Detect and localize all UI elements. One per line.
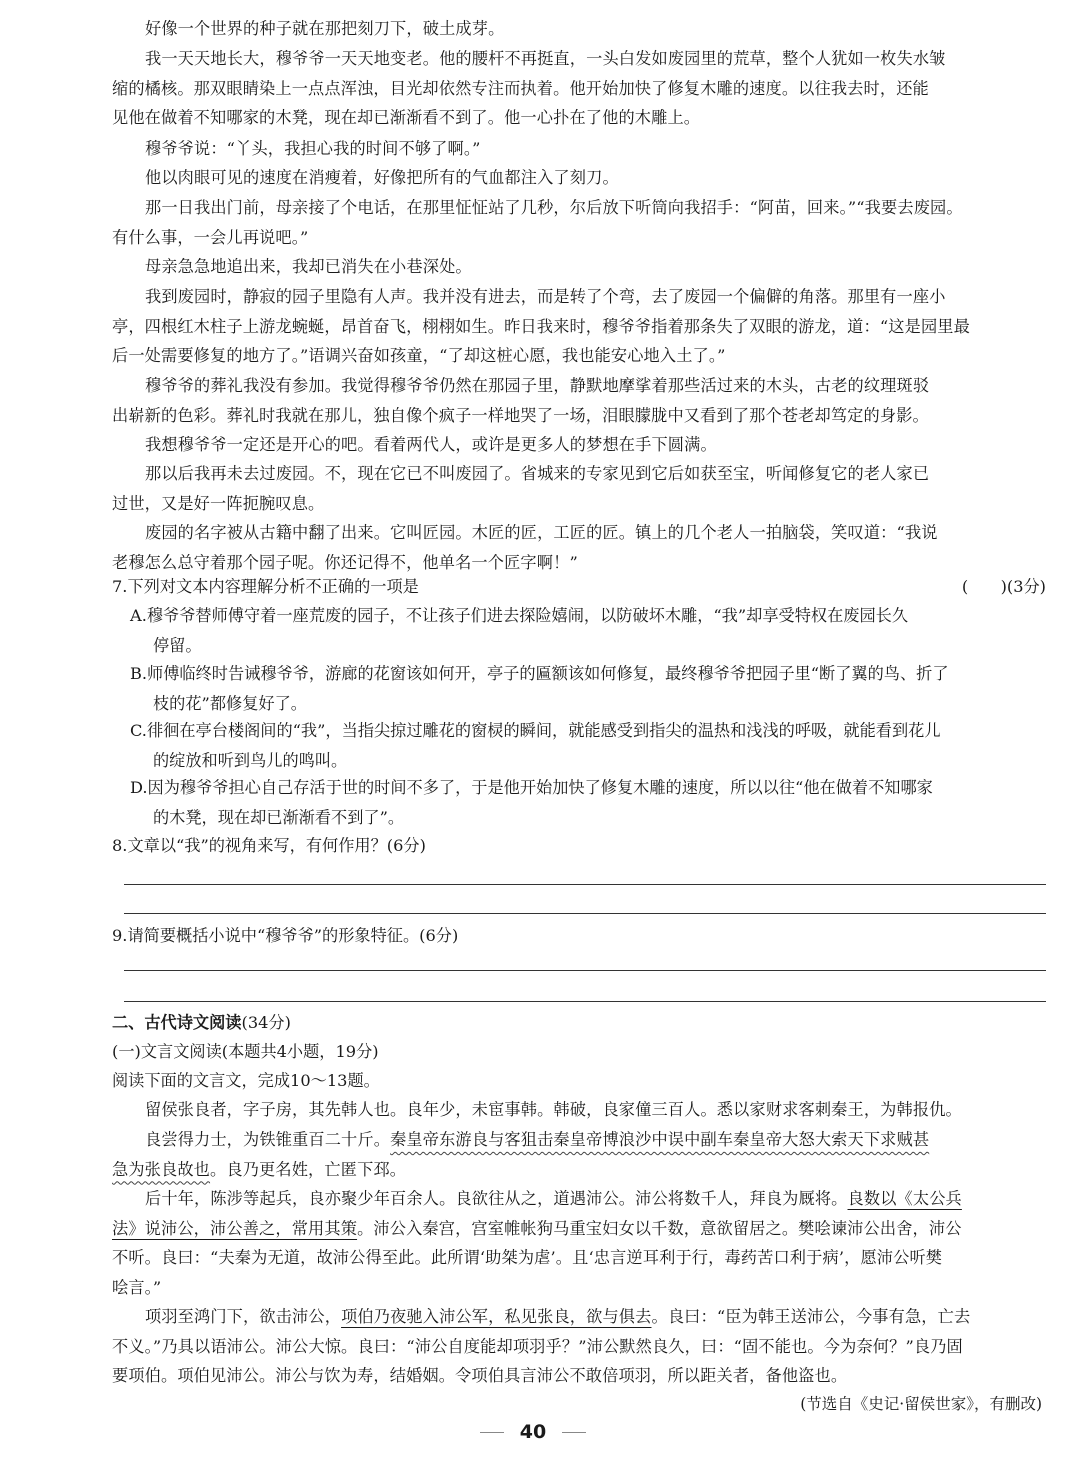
classical-paragraph-2 (112, 1125, 1046, 1184)
option-b-line: 枝的花”都修复好了。 (153, 693, 307, 713)
option-b (130, 659, 1046, 718)
section-title: 二、古代诗文阅读 (112, 1013, 242, 1032)
underlined-sentence: 良数以《太公兵 (847, 1189, 962, 1208)
section-heading (112, 1008, 1046, 1038)
option-b-line: B.师傅临终时告诫穆爷爷，游廊的花窗该如何开，亭子的匾额该如何修复，最终穆爷爷把园子里“断了翼的鸟、折了 (130, 664, 949, 683)
underlined-sentence: 项伯乃夜驰入沛公军，私见张良，欲与俱去 (341, 1307, 652, 1326)
text-line: 那一日我出门前，母亲接了个电话，在那里怔怔站了几秒，尔后放下听筒向我招手：“阿苗，回来。”“我要去废园。 (145, 198, 963, 217)
question-7 (112, 572, 1046, 602)
text-line (112, 1184, 1046, 1214)
option-a-line: 停留。 (153, 635, 202, 655)
text-line: 好像一个世界的种子就在那把刻刀下，破土成芽。 (145, 19, 505, 38)
page-number-text: 40 (519, 1421, 547, 1443)
story-paragraph-10 (112, 459, 1046, 518)
instruction-text: 阅读下面的文言文，完成10～13题。 (112, 1071, 380, 1090)
text-segment: 。良乃更名姓，亡匿下邳。 (210, 1159, 407, 1179)
answer-line[interactable] (124, 1001, 1046, 1002)
text-line: 出崭新的色彩。葬礼时我就在那儿，独自像个疯子一样地哭了一场，泪眼朦胧中又看到了那个苍老却笃定的身影。 (112, 405, 929, 425)
text-line: 要项伯。项伯见沛公。沛公与饮为寿，结婚姻。令项伯具言沛公不敢倍项羽，所以距关者，备他盗也。 (112, 1366, 848, 1386)
text-segment: 良尝得力士，为铁锥重百二十斤。 (145, 1130, 391, 1149)
option-c-line: 的绽放和听到鸟儿的鸣叫。 (153, 750, 348, 770)
text-line (112, 1214, 1046, 1244)
story-paragraph-11 (112, 518, 1046, 577)
source-citation: (节选自《史记·留侯世家》，有删改) (800, 1395, 1042, 1413)
text-line: 我想穆爷爷一定还是开心的吧。看着两代人，或许是更多人的梦想在手下圆满。 (145, 435, 717, 454)
option-d-line: D.因为穆爷爷担心自己存活于世的时间不多了，于是他开始加快了修复木雕的速度，所以以往“他在做着不知哪家 (130, 778, 933, 797)
text-line: 废园的名字被从古籍中翻了出来。它叫匠园。木匠的匠，工匠的匠。镇上的几个老人一拍脑袋，笑叹道：“我说 (145, 523, 938, 542)
text-segment: 项羽至鸿门下，欲击沛公， (145, 1307, 342, 1326)
text-line: 母亲急急地追出来，我却已消失在小巷深处。 (145, 257, 472, 276)
story-paragraph-3 (112, 134, 1066, 164)
story-paragraph-2 (112, 44, 1046, 133)
text-line: 后一处需要修复的地方了。”语调兴奋如孩童，“了却这桩心愿，我也能安心地入土了。” (112, 346, 726, 366)
option-c (130, 716, 1046, 775)
story-paragraph-9 (112, 430, 1066, 460)
page-number-dash (480, 1432, 504, 1433)
question-7-score: ( )(3分) (961, 577, 1046, 596)
text-line: 他以肉眼可见的速度在消瘦着，好像把所有的气血都注入了刻刀。 (145, 168, 619, 187)
story-paragraph-4 (112, 163, 1066, 193)
underlined-sentence: 法》说沛公，沛公善之，常用其策 (112, 1218, 358, 1238)
subsection-heading (112, 1037, 1046, 1067)
answer-line[interactable] (124, 884, 1046, 885)
text-segment: 。沛公入秦宫，宫室帷帐狗马重宝妇女以千数，意欲留居之。樊哙谏沛公出舍，沛公 (357, 1218, 962, 1238)
story-paragraph-1 (112, 14, 1066, 44)
text-line: 穆爷爷说：“丫头，我担心我的时间不够了啊。” (145, 139, 481, 158)
question-7-stem: 7.下列对文本内容理解分析不正确的一项是 (112, 577, 419, 596)
reading-instruction (112, 1066, 1046, 1096)
wavy-underlined-sentence: 急为张良故也 (112, 1159, 211, 1179)
text-segment: 。良曰：“臣为韩王送沛公，今事有急，亡去 (651, 1307, 971, 1326)
question-9 (112, 921, 1046, 951)
text-line (112, 1125, 1046, 1155)
subsection-title: (一)文言文阅读(本题共4小题，19分) (112, 1042, 379, 1061)
text-line: 穆爷爷的葬礼我没有参加。我觉得穆爷爷仍然在那园子里，静默地摩挲着那些活过来的木头，古老的纹理斑驳 (145, 376, 930, 395)
text-line (112, 1302, 1046, 1332)
text-line: 缩的橘核。那双眼睛染上一点点浑浊，目光却依然专注而执着。他开始加快了修复木雕的速度。以往我去时，还能 (112, 78, 929, 98)
classical-paragraph-3 (112, 1184, 1046, 1303)
text-line (112, 1155, 1046, 1185)
text-line: 不听。良曰：“夫秦为无道，故沛公得至此。此所谓‘助桀为虐’。且‘忠言逆耳利于行，毒药苦口利于病’，愿沛公听樊 (112, 1248, 943, 1268)
option-a-line: A.穆爷爷替师傅守着一座荒废的园子，不让孩子们进去探险嬉闹，以防破坏木雕，“我”却享受特权在废园长久 (130, 606, 909, 625)
text-line: 那以后我再未去过废园。不，现在它已不叫废园了。省城来的专家见到它后如获至宝，听闻修复它的老人家已 (145, 464, 930, 483)
wavy-underlined-sentence: 秦皇帝东游良与客狙击秦皇帝博浪沙中误中副车秦皇帝大怒大索天下求贼甚 (390, 1130, 930, 1149)
text-line: 我到废园时，静寂的园子里隐有人声。我并没有进去，而是转了个弯，去了废园一个偏僻的角落。那里有一座小 (145, 287, 946, 306)
classical-paragraph-1 (112, 1095, 1066, 1125)
text-line: 哙言。” (112, 1278, 162, 1298)
story-paragraph-8 (112, 371, 1046, 430)
question-8-stem: 8.文章以“我”的视角来写，有何作用？(6分) (112, 836, 426, 855)
answer-line[interactable] (124, 913, 1046, 914)
text-segment: 后十年，陈涉等起兵，良亦聚少年百余人。良欲往从之，道遇沛公。沛公将数千人，拜良为厩将。 (145, 1189, 848, 1208)
option-a (130, 601, 1046, 660)
option-d-line: 的木凳，现在却已渐渐看不到了”。 (153, 807, 405, 827)
section-score: (34分) (241, 1013, 291, 1032)
text-line: 亭，四根红木柱子上游龙蜿蜒，昂首奋飞，栩栩如生。昨日我来时，穆爷爷指着那条失了双眼的游龙，道：“这是园里最 (112, 316, 970, 336)
option-d (130, 773, 1046, 832)
text-line: 不义。”乃具以语沛公。沛公大惊。良曰：“沛公自度能却项羽乎？”沛公默然良久，曰：“固不能也。今为奈何？”良乃固 (112, 1336, 963, 1356)
text-line: 见他在做着不知哪家的木凳，现在却已渐渐看不到了。他一心扑在了他的木雕上。 (112, 108, 701, 128)
page-number (0, 1421, 1066, 1443)
story-paragraph-7 (112, 282, 1046, 371)
classical-paragraph-4 (112, 1302, 1046, 1391)
page-number-dash (562, 1432, 586, 1433)
text-line: 我一天天地长大，穆爷爷一天天地变老。他的腰杆不再挺直，一头白发如废园里的荒草，整个人犹如一枚失水皱 (145, 49, 946, 68)
question-8 (112, 831, 1046, 861)
story-paragraph-5 (112, 193, 1046, 252)
text-line: 老穆怎么总守着那个园子呢。你还记得不，他单名一个匠字啊！” (112, 552, 578, 572)
answer-line[interactable] (124, 970, 1046, 971)
text-line: 过世，又是好一阵扼腕叹息。 (112, 493, 325, 513)
question-9-stem: 9.请简要概括小说中“穆爷爷”的形象特征。(6分) (112, 926, 459, 945)
text-line: 有什么事，一会儿再说吧。” (112, 227, 309, 247)
story-paragraph-6 (112, 252, 1066, 282)
option-c-line: C.徘徊在亭台楼阁间的“我”，当指尖掠过雕花的窗棂的瞬间，就能感受到指尖的温热和浅浅的呼吸，就能看到花儿 (130, 721, 941, 740)
text-line: 留侯张良者，字子房，其先韩人也。良年少，未宦事韩。韩破，良家僮三百人。悉以家财求客刺秦王，为韩报仇。 (145, 1100, 962, 1119)
